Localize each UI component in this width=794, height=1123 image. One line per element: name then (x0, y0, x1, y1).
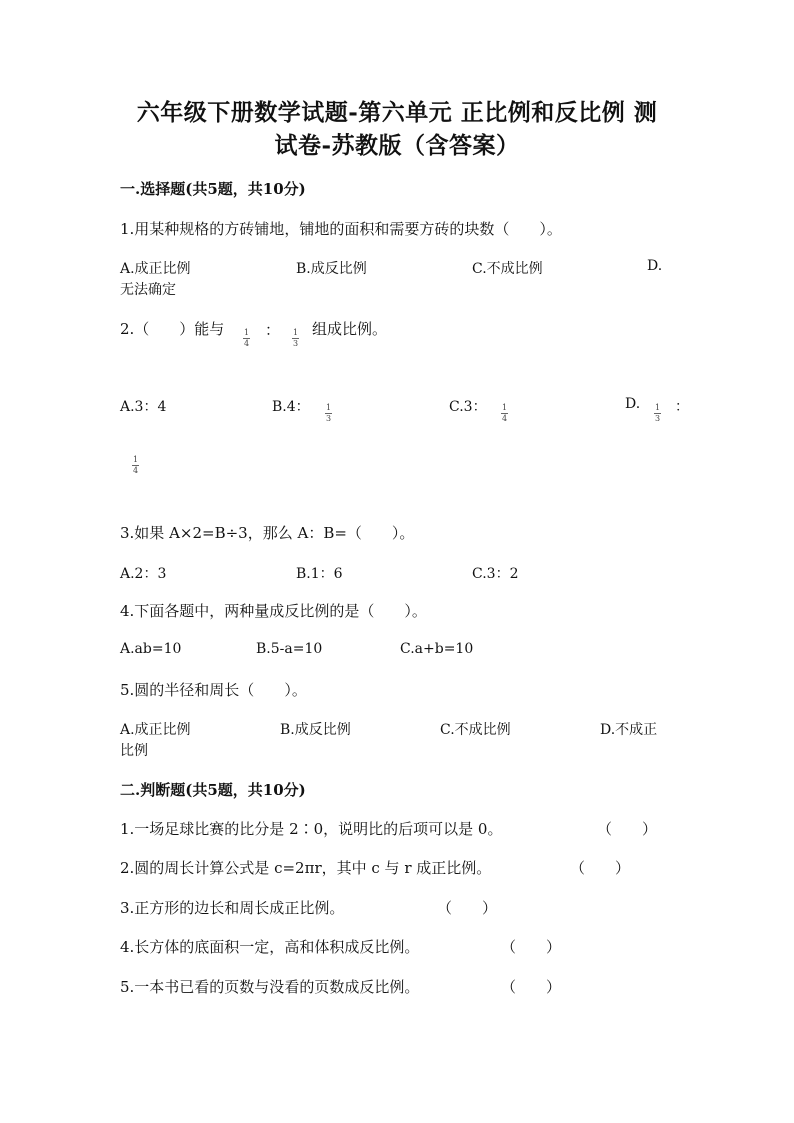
q2-option-d-colon: ： (675, 399, 689, 415)
q5-option-c: C.不成比例 (440, 722, 511, 738)
judge-item-3-text: 3.正方形的边长和周长成正比例。 (120, 899, 345, 917)
q5-option-a: A.成正比例 (120, 722, 191, 738)
q5-option-d-continued: 比例 (120, 743, 148, 759)
q5-text: 5.圆的半径和周长（ ）。 (120, 681, 307, 699)
q2-option-b: B.4： (272, 399, 310, 415)
q2-option-d: D. (625, 396, 641, 412)
judge-item-2-text: 2.圆的周长计算公式是 c=2πr，其中 c 与 r 成正比例。 (120, 859, 492, 877)
q2-suffix: 组成比例。 (312, 320, 388, 338)
q4-text: 4.下面各题中，两种量成反比例的是（ ）。 (120, 602, 427, 620)
q2-option-c: C.3： (449, 399, 487, 415)
q1-option-b: B.成反比例 (296, 261, 367, 277)
q2-option-a: A.3：4 (120, 399, 167, 415)
q2-option-d2-den: 4 (132, 466, 139, 475)
q4-option-c: C.a+b=10 (400, 641, 474, 657)
q1-option-a: A.成正比例 (120, 261, 191, 277)
q5-option-b: B.成反比例 (280, 722, 351, 738)
judge-item-5-text: 5.一本书已看的页数与没看的页数成反比例。 (120, 978, 420, 996)
judge-item-1-text: 1.一场足球比赛的比分是 2∶0，说明比的后项可以是 0。 (120, 820, 503, 838)
q2-option-d-fraction-2 (132, 456, 139, 475)
section2-heading: 二.判断题(共5题，共10分) (120, 781, 306, 799)
q2-option-b-fraction (325, 404, 332, 423)
q2-option-d2-num: 1 (132, 455, 139, 464)
section1-heading: 一.选择题(共5题，共10分) (120, 180, 306, 198)
q2-fraction-2-num: 1 (292, 328, 299, 337)
judge-item-5-answer-parens: （ ） (501, 978, 562, 996)
q2-option-d-num: 1 (654, 403, 661, 412)
title-line-2: 试卷-苏教版（含答案） (274, 132, 520, 159)
q2-option-c-num: 1 (501, 403, 508, 412)
q2-fraction-1 (243, 329, 250, 348)
q2-colon: ： (265, 321, 281, 339)
q4-option-b: B.5-a=10 (256, 641, 323, 657)
q3-option-a: A.2：3 (120, 566, 167, 582)
q2-option-b-num: 1 (325, 403, 332, 412)
judge-item-2-answer-parens: （ ） (570, 859, 631, 877)
q2-prefix: 2.（ ）能与 (120, 320, 225, 338)
judge-item-1-answer-parens: （ ） (597, 820, 658, 838)
q2-fraction-1-den: 4 (243, 339, 250, 348)
q1-option-c: C.不成比例 (472, 261, 543, 277)
q1-text: 1.用某种规格的方砖铺地，铺地的面积和需要方砖的块数（ ）。 (120, 220, 562, 238)
q2-fraction-2 (292, 329, 299, 348)
q3-text: 3.如果 A×2=B÷3，那么 A：B=（ ）。 (120, 524, 415, 542)
q2-fraction-2-den: 3 (292, 339, 299, 348)
judge-item-3-answer-parens: （ ） (437, 899, 498, 917)
q2-option-d-den: 3 (654, 414, 661, 423)
q3-option-b: B.1：6 (296, 566, 343, 582)
q5-option-d: D.不成正 (600, 722, 658, 738)
q3-option-c: C.3：2 (472, 566, 519, 582)
q2-option-b-den: 3 (325, 414, 332, 423)
q2-option-c-fraction (501, 404, 508, 423)
q1-option-d-continued: 无法确定 (120, 282, 176, 298)
q2-fraction-1-num: 1 (243, 328, 250, 337)
page-title (60, 96, 734, 162)
q4-option-a: A.ab=10 (120, 641, 182, 657)
judge-item-4-answer-parens: （ ） (501, 938, 562, 956)
title-line-1: 六年级下册数学试题-第六单元 正比例和反比例 测 (136, 99, 658, 126)
q2-option-d-fraction-1 (654, 404, 661, 423)
q1-option-d: D. (647, 258, 663, 274)
q2-option-c-den: 4 (501, 414, 508, 423)
judge-item-4-text: 4.长方体的底面积一定，高和体积成反比例。 (120, 938, 420, 956)
